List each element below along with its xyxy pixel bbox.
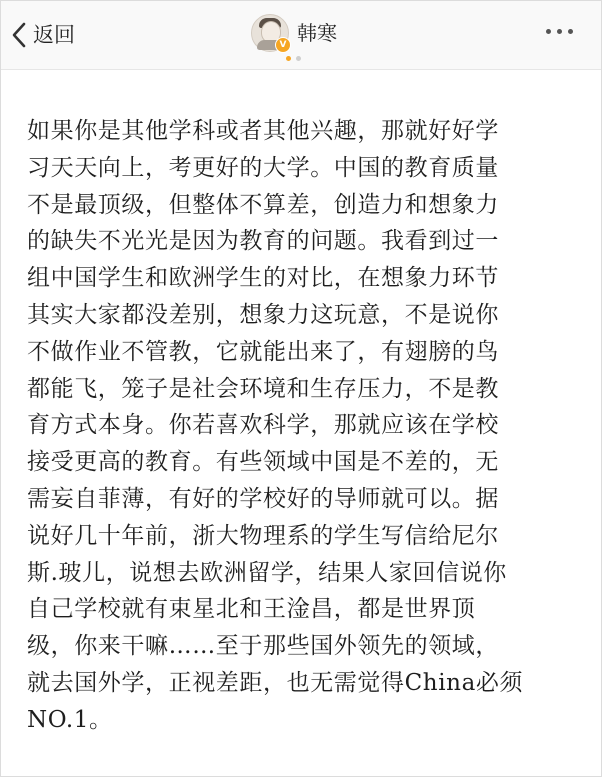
post-text-line: 接受更高的教育。有些领域中国是不差的，无 (27, 449, 499, 476)
more-dot-icon (568, 29, 573, 34)
post-body (27, 113, 579, 739)
page-indicator-dot-active (286, 56, 291, 61)
post-text-line: 需妄自菲薄，有好的学校好的导师就可以。据 (27, 485, 499, 512)
navigation-bar (1, 1, 601, 70)
post-text-line: 级，你来干嘛……至于那些国外领先的领域， (27, 633, 499, 660)
more-options-button[interactable] (546, 29, 573, 34)
post-text-line: NO.1。 (27, 706, 113, 733)
more-dot-icon (546, 29, 551, 34)
post-text-line: 习天天向上，考更好的大学。中国的教育质量 (27, 154, 499, 181)
verified-badge-icon: V (275, 37, 291, 53)
post-text-line: 其实大家都没差别，想象力这玩意，不是说你 (27, 301, 499, 328)
post-text-line: 的缺失不光光是因为教育的问题。我看到过一 (27, 228, 499, 255)
post-text-line: 组中国学生和欧洲学生的对比，在想象力环节 (27, 265, 499, 292)
post-text-line: 都能飞，笼子是社会环境和生存压力，不是教 (27, 375, 499, 402)
post-text-line: 斯.玻儿，说想去欧洲留学，结果人家回信说你 (27, 559, 507, 586)
chevron-left-icon (11, 21, 27, 49)
post-text-line: 不是最顶级，但整体不算差，创造力和想象力 (27, 191, 499, 218)
back-label: 返回 (33, 23, 75, 47)
post-text-line: 育方式本身。你若喜欢科学，那就应该在学校 (27, 412, 499, 439)
post-text-line: 就去国外学，正视差距，也无需觉得China必须 (27, 669, 524, 696)
author-name[interactable]: 韩寒 (297, 21, 337, 45)
author-info[interactable] (251, 13, 337, 53)
page-indicator-dot (296, 56, 301, 61)
avatar[interactable] (251, 14, 289, 52)
post-text-line: 不做作业不管教，它就能出来了，有翅膀的鸟 (27, 338, 499, 365)
back-button[interactable] (11, 18, 75, 52)
more-dot-icon (557, 29, 562, 34)
post-text-line: 如果你是其他学科或者其他兴趣，那就好好学 (27, 118, 499, 144)
page-indicator (286, 56, 301, 61)
post-text-line: 自己学校就有束星北和王淦昌，都是世界顶 (27, 596, 476, 623)
post-text-line: 说好几十年前，浙大物理系的学生写信给尼尔 (27, 522, 499, 549)
